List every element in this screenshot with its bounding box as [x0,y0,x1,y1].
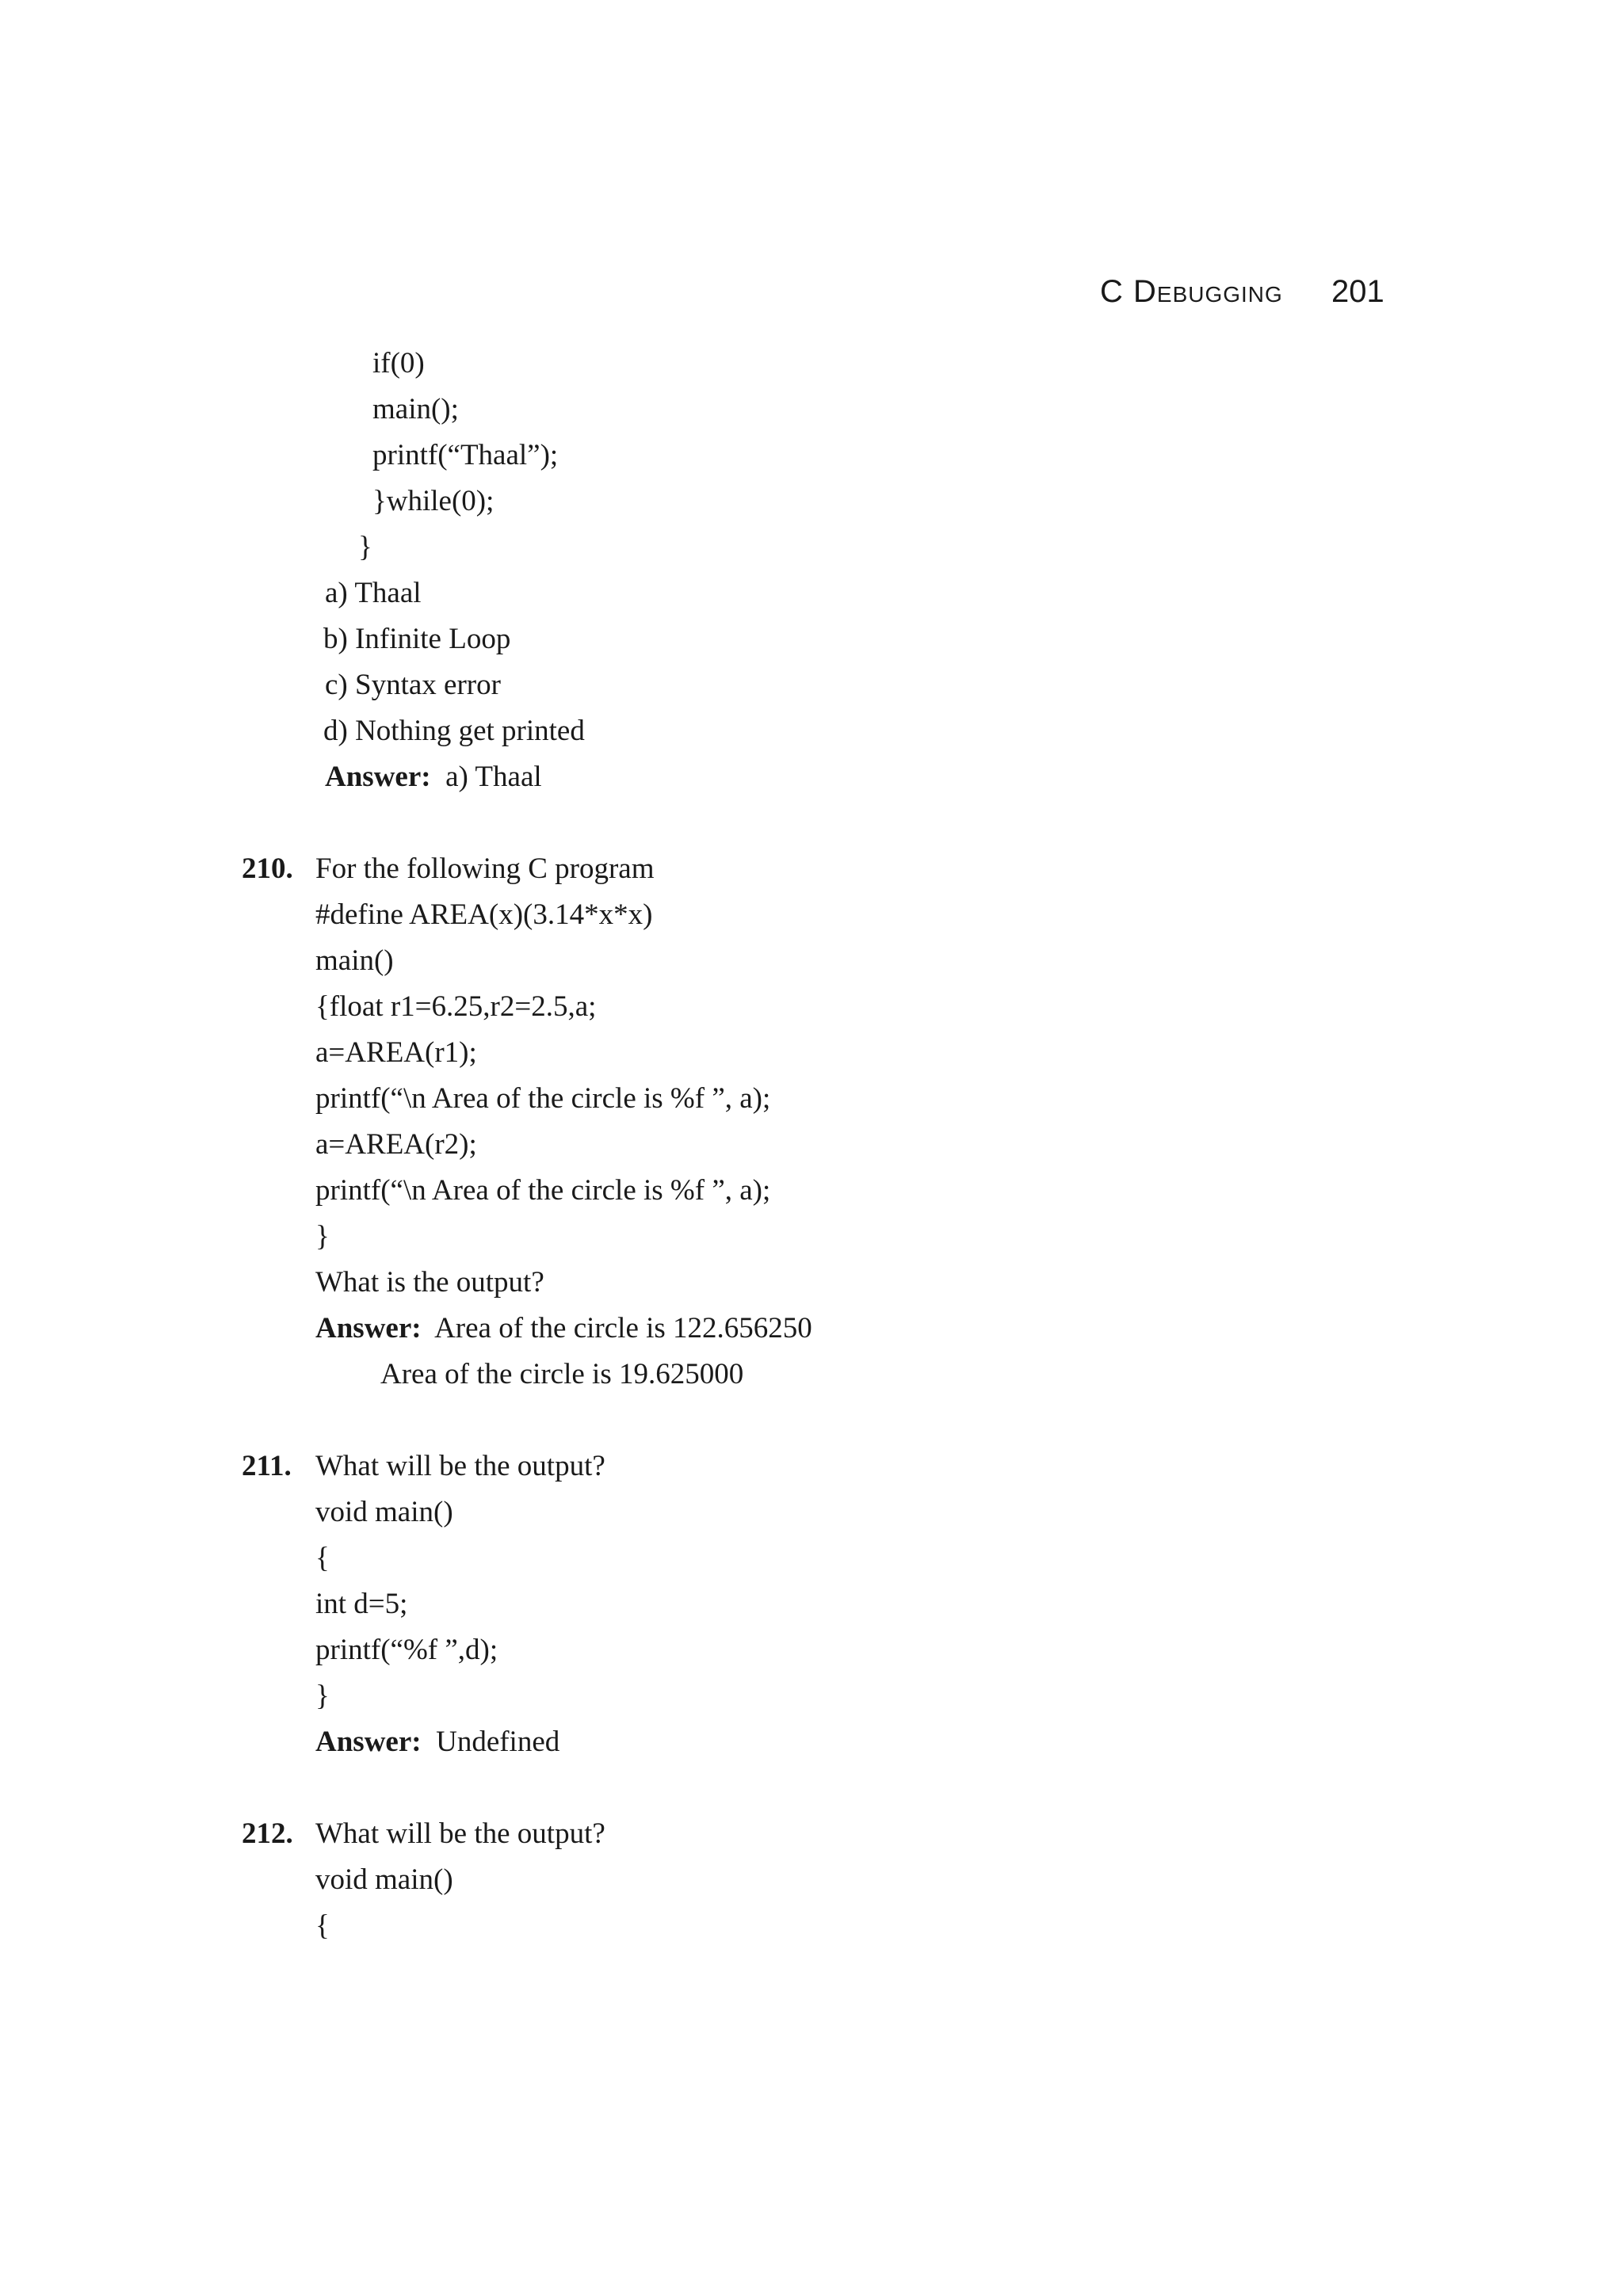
code-line: a=AREA(r2); [315,1128,477,1161]
code-line: int d=5; [315,1588,408,1620]
answer-continuation: Area of the circle is 19.625000 [380,1358,744,1390]
answer-label: Answer: [325,761,431,793]
code-line: printf(“\n Area of the circle is %f ”, a); [315,1082,771,1115]
code-line: { [315,1542,330,1574]
answer-value: a) Thaal [445,761,542,793]
option-b: b) Infinite Loop [323,623,511,655]
question-followup: What is the output? [315,1266,544,1299]
code-line: main(); [372,393,459,425]
code-line: printf(“%f ”,d); [315,1634,498,1666]
answer-line [315,1727,559,1756]
code-line: a=AREA(r1); [315,1036,477,1069]
answer-line [325,762,542,791]
question-number-211: 211. [242,1450,292,1482]
page-number: 201 [1331,274,1384,309]
code-line: } [315,1680,330,1712]
running-header-title: C Debugging [1100,274,1283,309]
answer-value: Undefined [436,1726,560,1758]
code-line: void main() [315,1863,453,1896]
code-line: { [315,1909,330,1942]
code-line: if(0) [372,347,425,379]
answer-label: Answer: [315,1312,422,1344]
option-d: d) Nothing get printed [323,715,585,747]
code-line: void main() [315,1496,453,1528]
question-prompt: For the following C program [315,852,655,885]
code-line: #define AREA(x)(3.14*x*x) [315,898,653,931]
code-line: } [315,1220,330,1253]
code-line: }while(0); [372,485,495,517]
code-line: main() [315,944,394,977]
answer-label: Answer: [315,1726,422,1758]
question-prompt: What will be the output? [315,1817,605,1850]
option-a: a) Thaal [325,577,422,609]
answer-line [315,1314,812,1343]
code-line: } [358,531,372,563]
code-line: printf(“Thaal”); [372,439,559,471]
question-prompt: What will be the output? [315,1450,605,1482]
code-line: printf(“\n Area of the circle is %f ”, a); [315,1174,771,1207]
code-line: {float r1=6.25,r2=2.5,a; [315,990,597,1023]
option-c: c) Syntax error [325,669,501,701]
question-number-210: 210. [242,852,293,885]
answer-value: Area of the circle is 122.656250 [434,1312,812,1344]
question-number-212: 212. [242,1817,293,1850]
